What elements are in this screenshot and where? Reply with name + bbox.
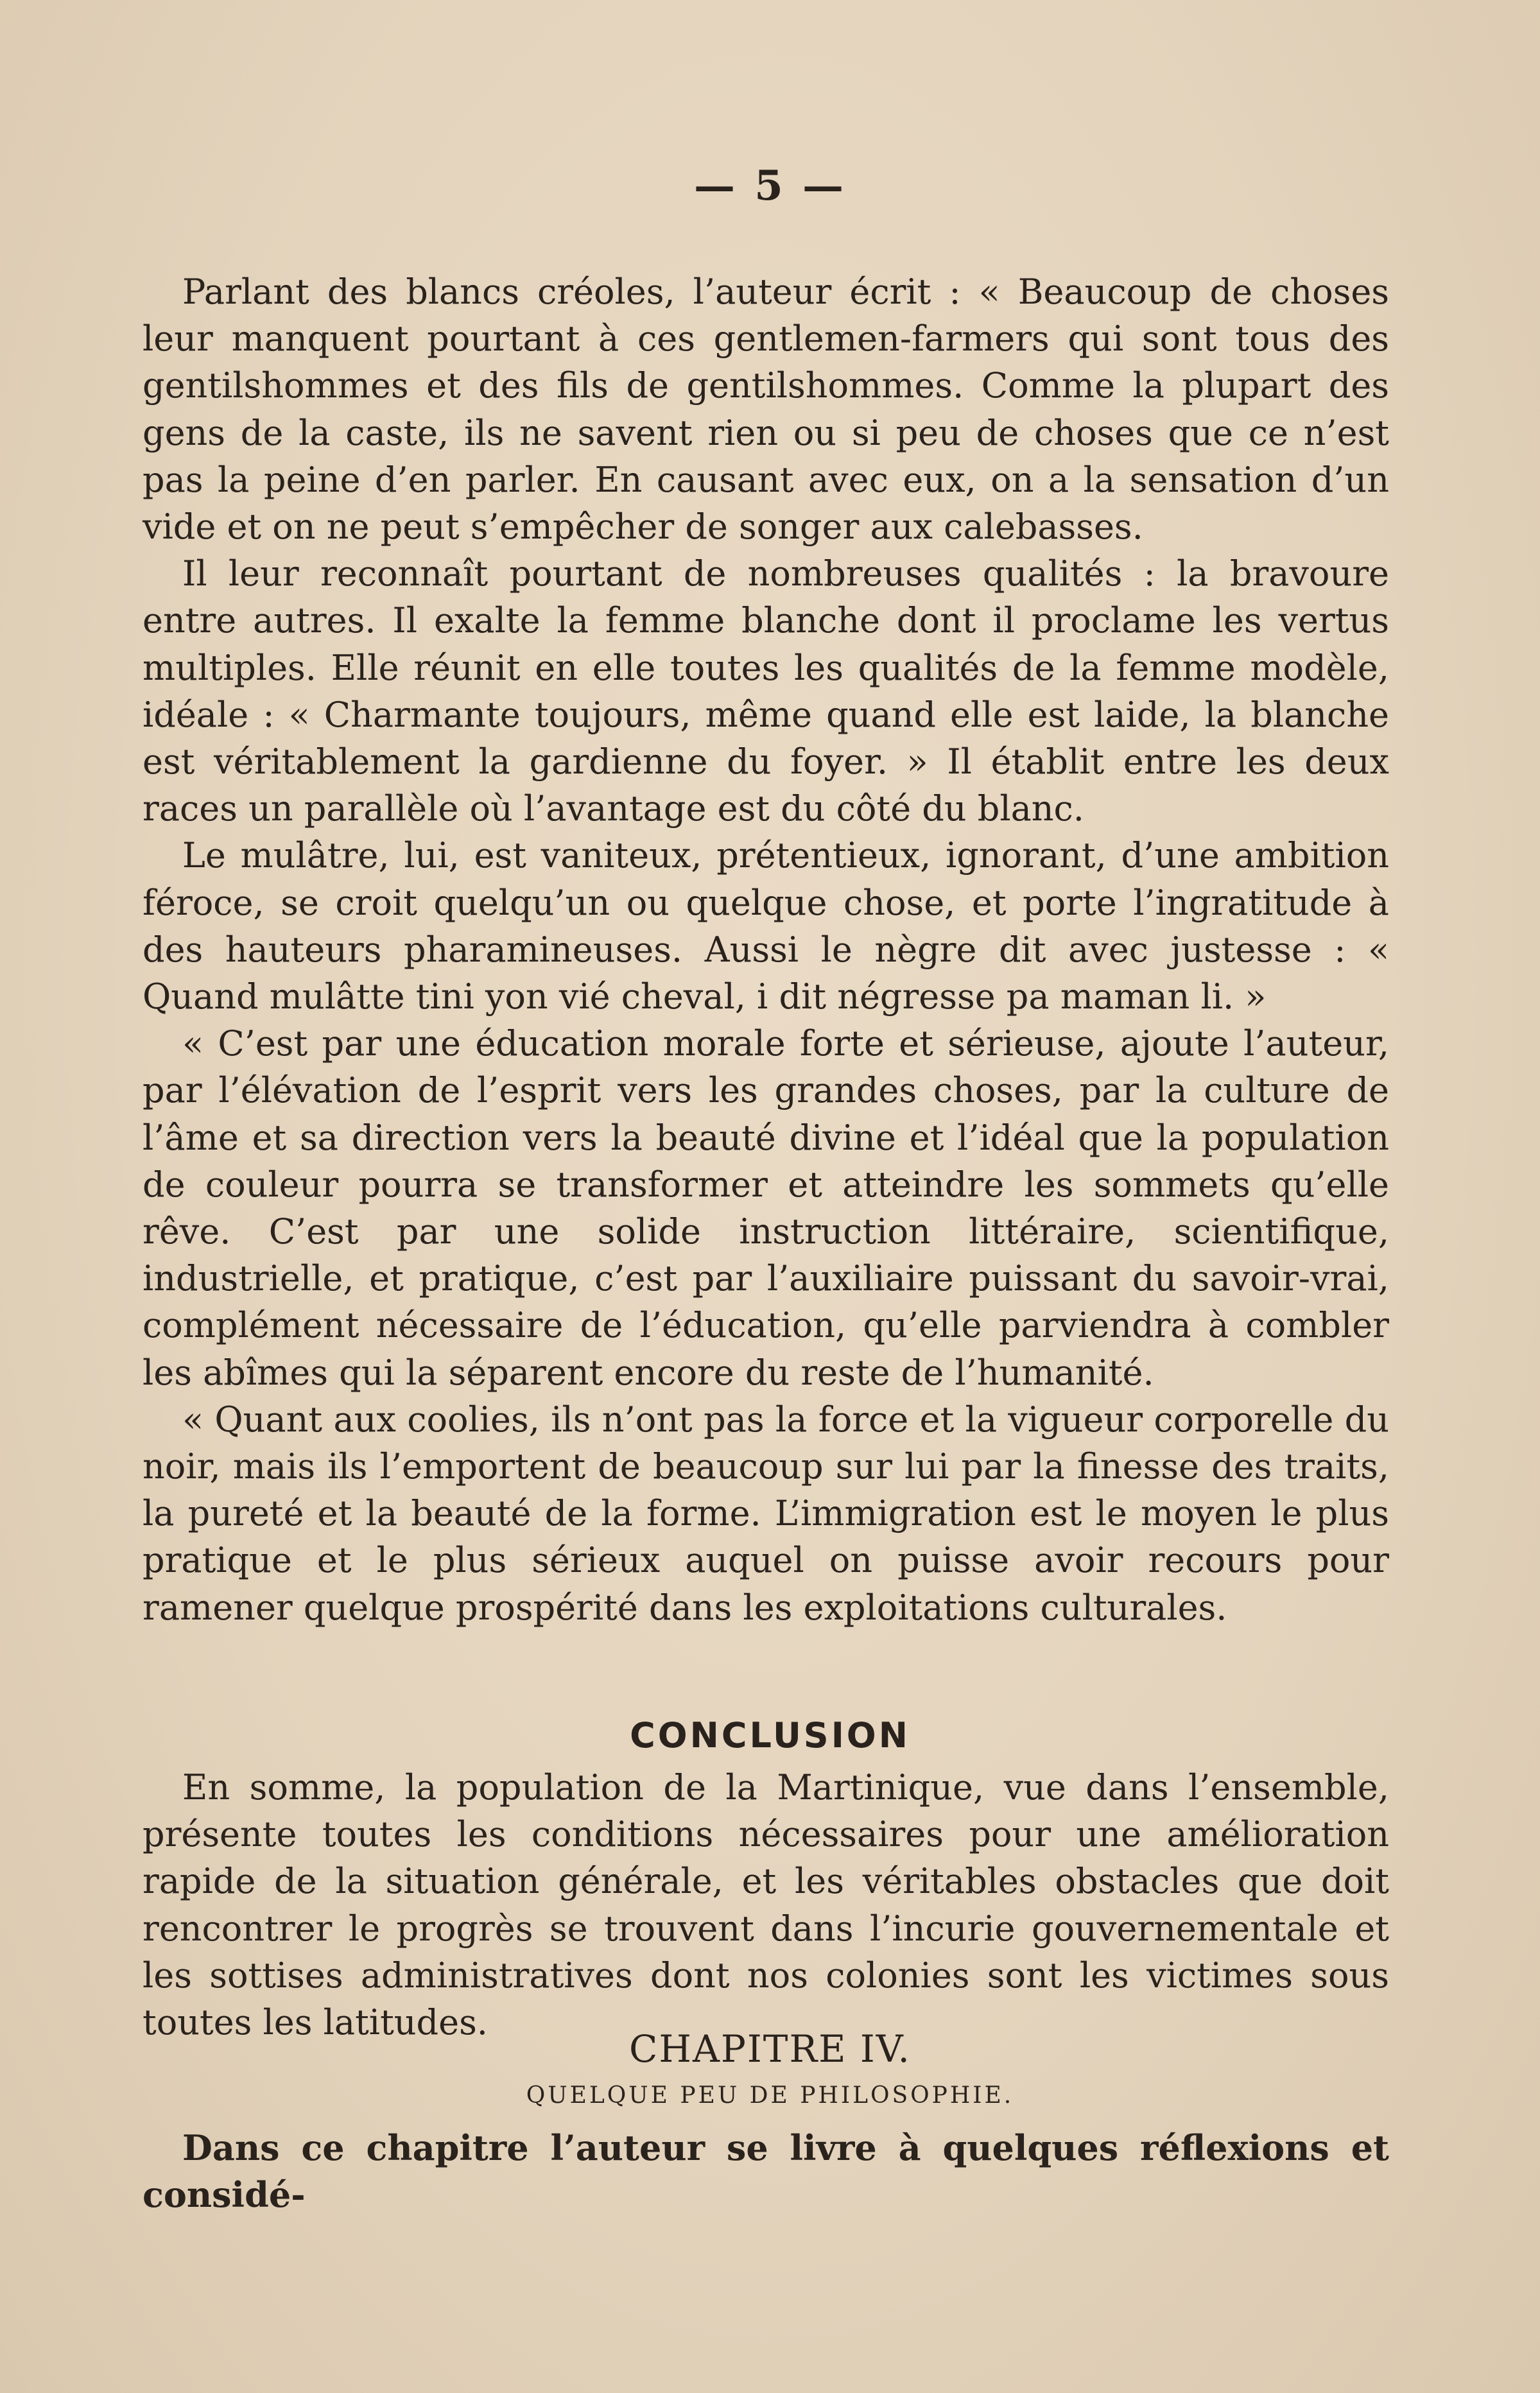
paragraph-mulatre: Le mulâtre, lui, est vaniteux, prétentieux, ignorant, d’une ambition féroce, se croit quelqu’un ou quelque chose, et porte l’ingratitude à des hauteurs pharamineuses. Aussi le nègre dit avec justesse : « Quand mulâtte tini yon vié cheval, i dit négresse pa maman li. » [143,835,1389,1017]
chapter-subtitle: QUELQUE PEU DE PHILOSOPHIE. [526,2082,1014,2109]
body-text-conclusion [143,1764,1389,2046]
paragraph-qualites: Il leur reconnaît pourtant de nombreuses qualités : la bravoure entre autres. Il exalte la femme blanche dont il proclame les vertus multiples. Elle réunit en elle toutes les qualités de la femme modèle, idéale : « Charmante toujours, même quand elle est laide, la blanche est véritablement la gardienne du foyer. » Il établit entre les deux races un parallèle où l’avantage est du côté du blanc. [143,553,1389,829]
paragraph-chapter-intro: Dans ce chapitre l’auteur se livre à quelques réflexions et considé- [143,2127,1389,2216]
body-text-top [143,268,1389,1631]
conclusion-heading: CONCLUSION [630,1715,910,1756]
page-number: — 5 — [693,162,847,210]
paragraph-blancs-creoles: Parlant des blancs créoles, l’auteur écrit : « Beaucoup de choses leur manquent pourtant à ces gentlemen-farmers qui sont tous des gentilshommes et des fils de gentilshommes. Comme la plupart des gens de la caste, ils ne savent rien ou si peu de choses que ce n’est pas la peine d’en parler. En causant avec eux, on a la sensation d’un vide et on ne peut s’empêcher de songer aux calebasses. [143,272,1389,548]
paragraph-coolies: « Quant aux coolies, ils n’ont pas la force et la vigueur corporelle du noir, mais ils l’emportent de beaucoup sur lui par la finesse des traits, la pureté et la beauté de la forme. L’immigration est le moyen le plus pratique et le plus sérieux auquel on puisse avoir recours pour ramener quelque prospérité dans les exploitations culturales. [143,1399,1389,1628]
paragraph-education: « C’est par une éducation morale forte et sérieuse, ajoute l’auteur, par l’élévation de l’esprit vers les grandes choses, par la culture de l’âme et sa direction vers la beauté divine et l’idéal que la population de couleur pourra se transformer et atteindre les sommets qu’elle rêve. C’est par une solide instruction littéraire, scientifique, industrielle, et pratique, c’est par l’auxiliaire puissant du savoir-vrai, complément nécessaire de l’éducation, qu’elle parviendra à combler les abîmes qui la séparent encore du reste de l’humanité. [143,1023,1389,1393]
body-text-chapter [143,2125,1389,2218]
chapter-heading: CHAPITRE IV. [628,2027,911,2071]
paragraph-conclusion: En somme, la population de la Martinique, vue dans l’ensemble, présente toutes les conditions nécessaires pour une amélioration rapide de la situation générale, et les véritables obstacles que doit rencontrer le progrès se trouvent dans l’incurie gouvernementale et les sottises administratives dont nos colonies sont les victimes sous toutes les latitudes. [143,1767,1389,2043]
